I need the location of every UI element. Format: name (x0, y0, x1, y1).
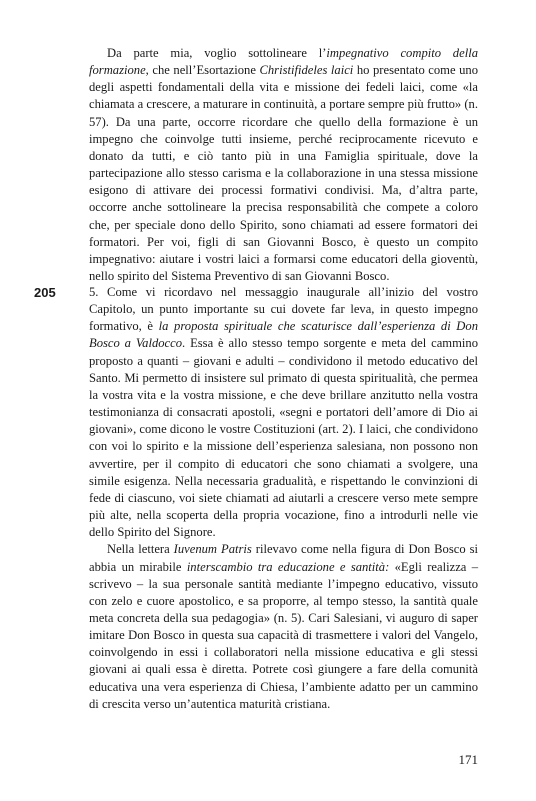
text-run: ho presentato come uno degli aspetti fondamentali della vita e missione dei fedeli laici, come «la chiamata a crescere, a maturare in continuità, a portare sempre più frutto» (n. 57). Da una parte, occorre ricordare che quello della formazione è un impegno che coinvolge tutti insieme, perché reciprocamente ricevuto e donato da tutti, e ciò tanto più in una Famiglia spirituale, dove la partecipazione allo stesso carisma e la collaborazione in una stessa missione esigono di attivare dei processi formativi condivisi. Ma, d’altra parte, occorre anche sottolineare la precisa responsabilità che compete a coloro che, per speciale dono dello Spirito, sono chiamati ad essere formatori dei formatori. Per voi, figli di san Giovanni Bosco, è questo un compito impegnativo: aiutare i vostri laici a formarsi come educatori della gioventù, nello spirito del Sistema Preventivo di san Giovanni Bosco. (89, 63, 479, 284)
document-title-italic: Christifideles laici (259, 63, 354, 78)
text-run: , che nell’Esortazione (145, 63, 260, 78)
emphasis-text: impegnativo compito della formazione (89, 46, 478, 78)
emphasis-text: la proposta spirituale che scaturisce dall’esperienza di Don Bosco a Valdocco (89, 319, 478, 351)
text-block-bottom (89, 284, 478, 713)
text-run: rilevavo come nella figura di Don Bosco si abbia un mirabile (89, 542, 478, 574)
paragraph-number-marker: 205 (34, 285, 56, 300)
text-run: «Egli realizza – scrivevo – la sua personale santità mediante l’impegno educativo, vissuto con zelo e cuore apostolico, e sa proporre, al tempo stesso, la santità quale meta concreta della sua pedagogia» (n. 5). Cari Salesiani, vi auguro di saper imitare Don Bosco in questa sua capacità di trasmettere i valori del Vangelo, coinvolgendo in essi i collaboratori nella missione educativa e gli stessi giovani ai quali essa è diretta. Potrete così giungere a fare della comunità educativa una vera esperienza di Chiesa, l’ambiente adatto per un cammino di crescita verso un’autentica maturità cristiana. (89, 559, 478, 711)
emphasis-text: interscambio tra educazione e santità: (186, 559, 390, 574)
text-run: . Essa è allo stesso tempo sorgente e meta del cammino proposto a quanti – giovani e adulti – condividono il metodo educativo del Santo. Mi permetto di insistere sul primato di questa spiritualità, che permea la vostra vita e la vostra missione, e che deve brillare anzitutto nella vostra testimonianza di consacrati apostoli, «segni e portatori dell’amore di Dio ai giovani», come dicono le vostre Costituzioni (art. 2). I laici, che condividono con voi lo spirito e la missione dell’esperienza salesiana, non possono non avvertire, per il compito di educatori che sono chiamati a svolgere, una simile esigenza. Nella necessaria gradualità, e rispettando le convinzioni di fede di ciascuno, voi siete chiamati ad aiutarli a crescere verso mete sempre più alte, nella scoperta della propria vocazione, fino a introdurli nelle vie dello Spirito del Signore. (89, 336, 478, 540)
text-run: Nella lettera (107, 542, 174, 557)
text-run: Da parte mia, voglio sottolineare l’ (107, 46, 327, 60)
paragraph-proposta-spirituale (89, 284, 478, 541)
document-title-italic: Iuvenum Patris (173, 542, 252, 557)
text-run: 5. Come vi ricordavo nel messaggio inaugurale all’inizio del vostro Capitolo, un punto importante su cui dovete far leva, in questo impegno formativo, è (89, 285, 478, 334)
paragraph-formazione (89, 45, 478, 285)
paragraph-iuvenum-patris (89, 541, 478, 713)
page-number: 171 (458, 752, 478, 767)
text-block-top (89, 45, 478, 285)
